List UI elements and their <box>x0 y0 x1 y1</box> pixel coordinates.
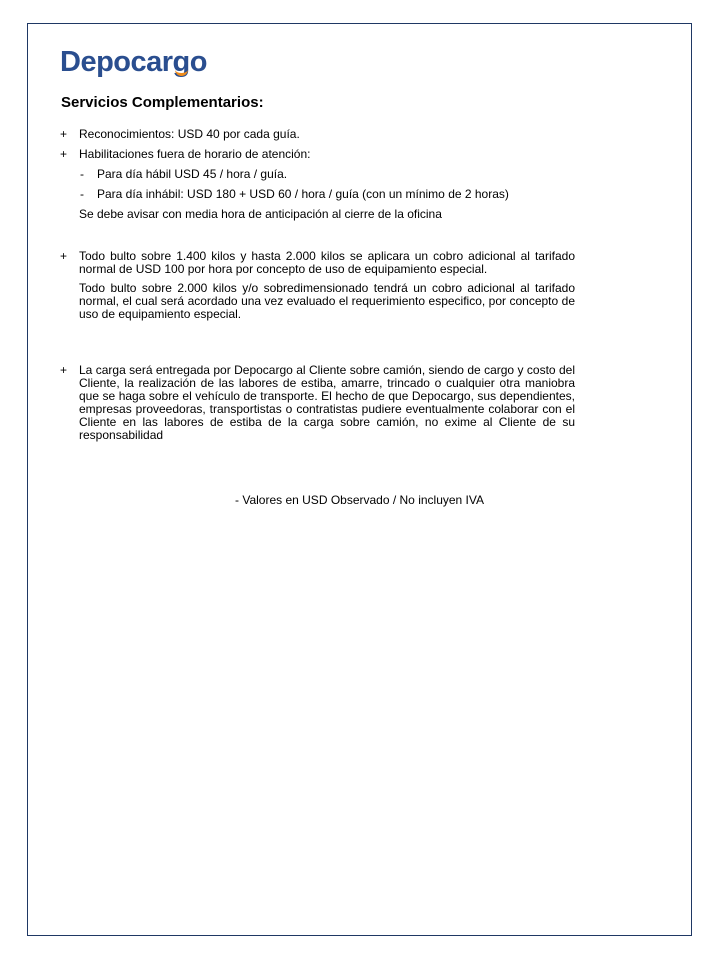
list-item-text: Todo bulto sobre 1.400 kilos y hasta 2.000 kilos se aplicara un cobro adicional al tarifado normal de USD 100 por hora por concepto de uso de equipamiento especial. <box>79 249 575 276</box>
plus-bullet: + <box>60 127 68 141</box>
notice-text: Se debe avisar con media hora de anticipación al cierre de la oficina <box>79 207 442 221</box>
list-item-carga <box>60 364 575 442</box>
list-item-text: La carga será entregada por Depocargo al Cliente sobre camión, siendo de cargo y costo del Cliente, la realización de las labores de estiba, amarre, trincado o cualquier otra maniobra que se haga sobre el vehículo de transporte. El hecho de que Depocargo, sus dependientes, empresas proveedoras, transportistas o contratistas pudiere eventualmente colaborar con el Cliente en las labores de estiba de la carga sobre camión, no exime al Cliente de su responsabilidad <box>79 363 575 442</box>
list-item-bulto-1400 <box>60 250 575 276</box>
logo-text-main: Depocar <box>60 46 173 78</box>
list-item-text: Reconocimientos: USD 40 por cada guía. <box>79 127 300 141</box>
section-heading: Servicios Complementarios: <box>61 94 264 111</box>
paragraph-bulto-2000: Todo bulto sobre 2.000 kilos y/o sobredimensionado tendrá un cobro adicional al tarifado normal, el cual será acordado una vez evaluado el requerimiento especifico, por concepto de uso de equipamiento especial. <box>79 281 575 321</box>
sub-item-inhabil <box>60 188 575 201</box>
services-block-2 <box>60 250 575 321</box>
sub-item-text: Para día inhábil: USD 180 + USD 60 / hora / guía (con un mínimo de 2 horas) <box>97 187 509 201</box>
services-block-3 <box>60 364 575 442</box>
services-block-1 <box>60 128 575 221</box>
depocargo-logo <box>60 42 207 82</box>
plus-bullet: + <box>60 249 68 263</box>
logo-accent-letter: g <box>173 42 190 82</box>
dash-bullet: - <box>80 167 84 181</box>
footer-note: - Valores en USD Observado / No incluyen IVA <box>235 493 484 507</box>
list-item-reconocimientos <box>60 128 575 141</box>
plus-bullet: + <box>60 147 68 161</box>
logo-text-end: o <box>189 46 207 78</box>
sub-item-habil <box>60 168 575 181</box>
list-item-habilitaciones <box>60 148 575 161</box>
list-item-text: Habilitaciones fuera de horario de atención: <box>79 147 311 161</box>
plus-bullet: + <box>60 363 68 377</box>
dash-bullet: - <box>80 187 84 201</box>
sub-item-text: Para día hábil USD 45 / hora / guía. <box>97 167 288 181</box>
